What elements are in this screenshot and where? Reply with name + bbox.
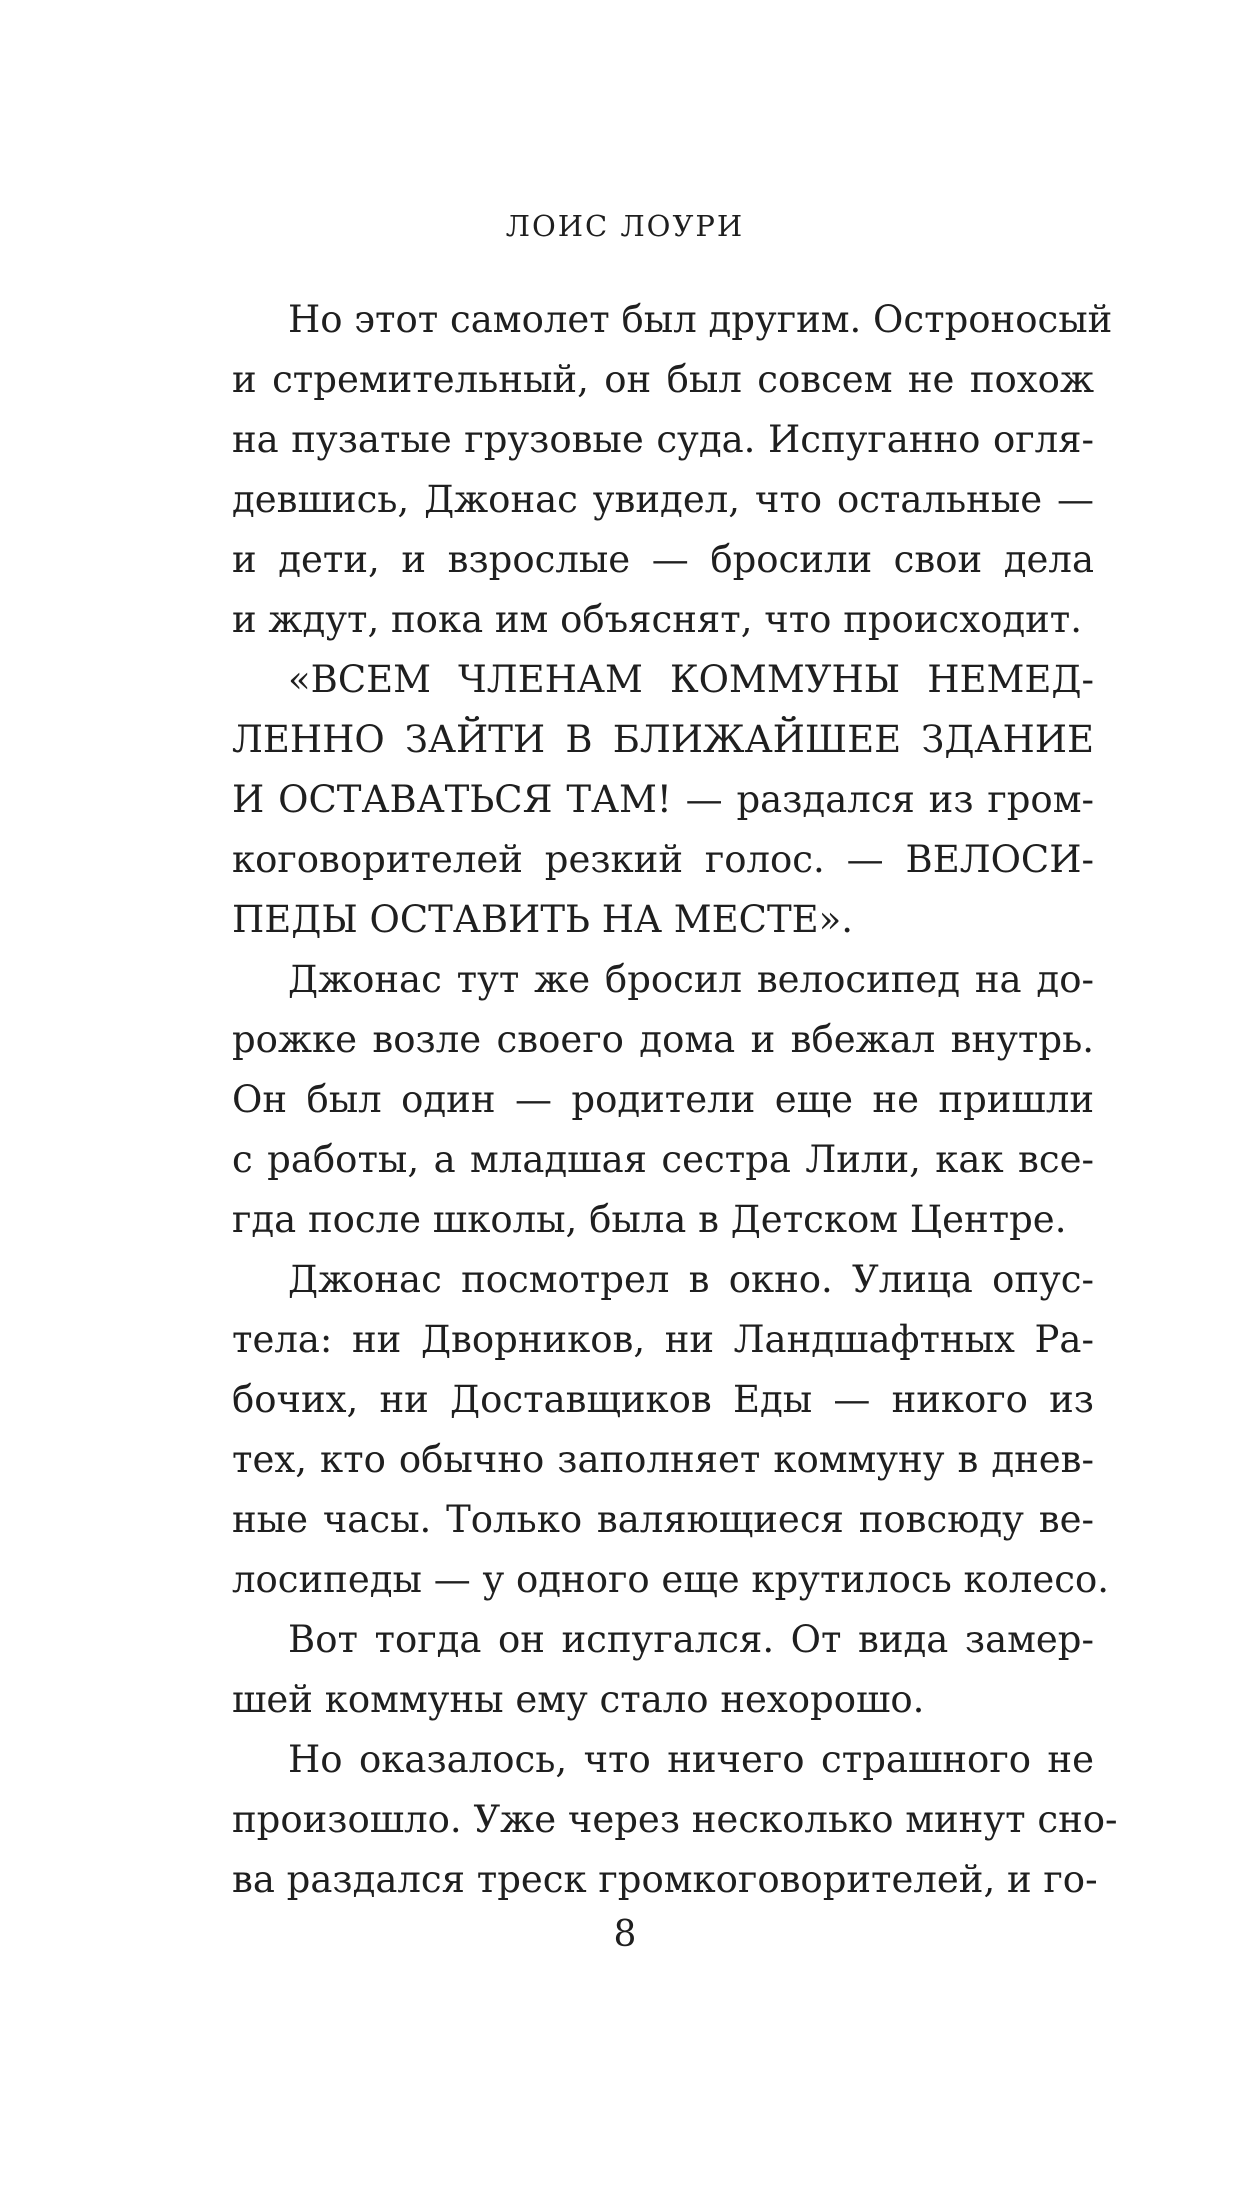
text-line: тела: ни Дворников, ни Ландшафтных Ра-: [232, 1318, 1094, 1361]
text-line: бочих, ни Доставщиков Еды — никого из: [232, 1378, 1094, 1421]
text-line: Вот тогда он испугался. От вида замер-: [288, 1618, 1094, 1661]
text-line: Но этот самолет был другим. Остроносый: [288, 298, 1113, 341]
text-line: с работы, а младшая сестра Лили, как все-: [232, 1138, 1094, 1181]
text-line: тех, кто обычно заполняет коммуну в днев-: [232, 1438, 1094, 1481]
text-line: ПЕДЫ ОСТАВИТЬ НА МЕСТЕ».: [232, 898, 854, 941]
body-text: [232, 290, 1118, 1910]
text-line: лосипеды — у одного еще крутилось колесо.: [232, 1558, 1110, 1601]
running-head: ЛОИС ЛОУРИ: [505, 209, 745, 243]
text-line: ные часы. Только валяющиеся повсюду ве-: [232, 1498, 1094, 1541]
page-number: 8: [613, 1914, 637, 1955]
text-line: «ВСЕМ ЧЛЕНАМ КОММУНЫ НЕМЕД-: [288, 658, 1094, 701]
text-line: на пузатые грузовые суда. Испуганно огля-: [232, 418, 1094, 461]
text-line: рожке возле своего дома и вбежал внутрь.: [232, 1018, 1094, 1061]
text-line: и дети, и взрослые — бросили свои дела: [232, 538, 1094, 581]
text-line: ва раздался треск громкоговорителей, и го-: [232, 1858, 1098, 1901]
text-line: Джонас посмотрел в окно. Улица опус-: [288, 1258, 1094, 1301]
text-line: Он был один — родители еще не пришли: [232, 1078, 1094, 1121]
text-line: коговорителей резкий голос. — ВЕЛОСИ-: [232, 838, 1094, 881]
text-line: Но оказалось, что ничего страшного не: [288, 1738, 1094, 1781]
text-line: И ОСТАВАТЬСЯ ТАМ! — раздался из гром-: [232, 778, 1094, 821]
text-line: Джонас тут же бросил велосипед на до-: [288, 958, 1094, 1001]
text-line: и ждут, пока им объяснят, что происходит.: [232, 598, 1083, 641]
text-line: шей коммуны ему стало нехорошо.: [232, 1678, 925, 1721]
text-line: девшись, Джонас увидел, что остальные —: [232, 478, 1094, 521]
text-line: гда после школы, была в Детском Центре.: [232, 1198, 1067, 1241]
text-line: ЛЕННО ЗАЙТИ В БЛИЖАЙШЕЕ ЗДАНИЕ: [232, 718, 1094, 761]
text-line: произошло. Уже через несколько минут сно-: [232, 1798, 1118, 1841]
text-line: и стремительный, он был совсем не похож: [232, 358, 1094, 401]
